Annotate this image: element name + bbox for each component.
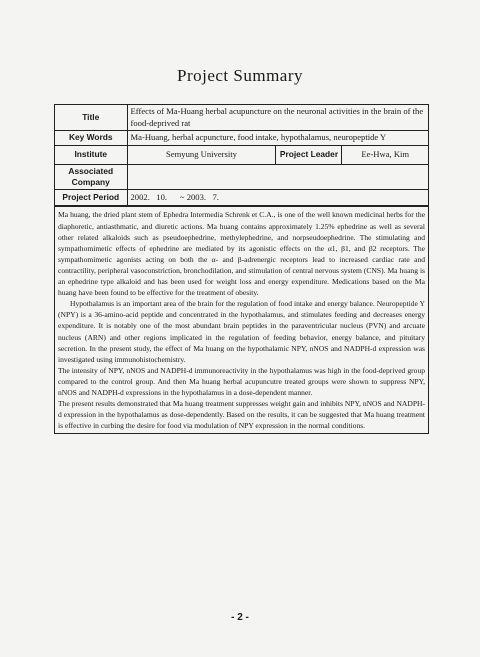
title-label: Title xyxy=(55,105,127,131)
abstract-text xyxy=(55,206,428,433)
institute-label: Institute xyxy=(55,145,127,164)
keywords-label: Key Words xyxy=(55,131,127,146)
period-label: Project Period xyxy=(55,190,127,206)
period-row xyxy=(55,190,428,206)
summary-sheet xyxy=(54,104,429,434)
associated-label: Associated Company xyxy=(55,164,127,190)
abstract-paragraph: The present results demonstrated that Ma huang treatment suppresses weight gain and inhibits NPY, nNOS and NADPH-d expression in the hypothalamus as dose-dependently. Based on the results, it can be suggested that Ma huang treatment is effective in curbing the desire for food via modulation of NPY expression in the normal conditions. xyxy=(58,399,425,431)
title-value: Effects of Ma-Huang herbal acupuncture on the neuronal activities in the brain of the food-deprived rat xyxy=(127,105,428,131)
title-row xyxy=(55,105,428,131)
keywords-value: Ma-Huang, herbal acpuncture, food intake, hypothalamus, neuropeptide Y xyxy=(127,131,428,146)
leader-label: Project Leader xyxy=(276,145,342,164)
institute-row xyxy=(55,145,428,164)
period-value: 2002. 10. ~ 2003. 7. xyxy=(127,190,428,206)
project-info-table xyxy=(55,105,428,206)
leader-value: Ee-Hwa, Kim xyxy=(342,145,428,164)
abstract-paragraph: Ma huang, the dried plant stem of Ephedra Intermedia Schrenk et C.A., is one of the well known medicinal herbs for the diaphoretic, antiasthmatic, and diuretic actions. Ma huang contains approximately 1.25% ephedrine as well as several other related alkaloids such as pseudoephedrine, methylephedrine, and norpseudoephedrine. The stimulating and sympathomimetic effects of ephedrine are mediated by its agonistic effects on the α1, β1, and β2 receptors. The sympathomimetic agonists acting on both the α- and β-adrenergic receptors lead to increased cardiac rate and contractility, peripheral vasoconstriction, bronchodilation, and stimulation of central nervous system (CNS). Ma huang is an ephedrine type alkaloid and has been used for weight loss and energy expenditure. Medications based on the Ma huang have been found to be effective for the treatment of obesity. xyxy=(58,210,425,298)
page-title: Project Summary xyxy=(176,66,303,85)
page-number: - 2 - xyxy=(231,612,249,623)
associated-row xyxy=(55,164,428,190)
abstract-paragraph: The intensity of NPY, nNOS and NADPH-d immunoreactivity in the hypothalamus was high in the food-deprived group compared to the control group. And then Ma huang herbal acupuncutre treated groups were shown to suppress NPY, nNOS and NADPH-d expressions in the hypothalamus in a dose-dependent manner. xyxy=(58,365,425,397)
institute-value: Semyung University xyxy=(127,145,276,164)
associated-value xyxy=(127,164,428,190)
abstract-paragraph: Hypothalamus is an important area of the brain for the regulation of food intake and energy balance. Neuropeptide Y (NPY) is a 36-amino-acid peptide and concentrated in the hypothalamus, and stimulates feeding and decreases energy expenditure. It is notably one of the most abundant brain peptides in the paraventricular nucleus (PVN) and arcuate nucleus (ARN) and other regions implicated in the regulation of feeding behavior, energy balance, and pituitary secretion. In the present study, the effect of Ma huang on the hypothalamic NPY, nNOS and NADPH-d expression was investigated using immunohistochemistry. xyxy=(58,299,425,364)
keywords-row xyxy=(55,131,428,146)
